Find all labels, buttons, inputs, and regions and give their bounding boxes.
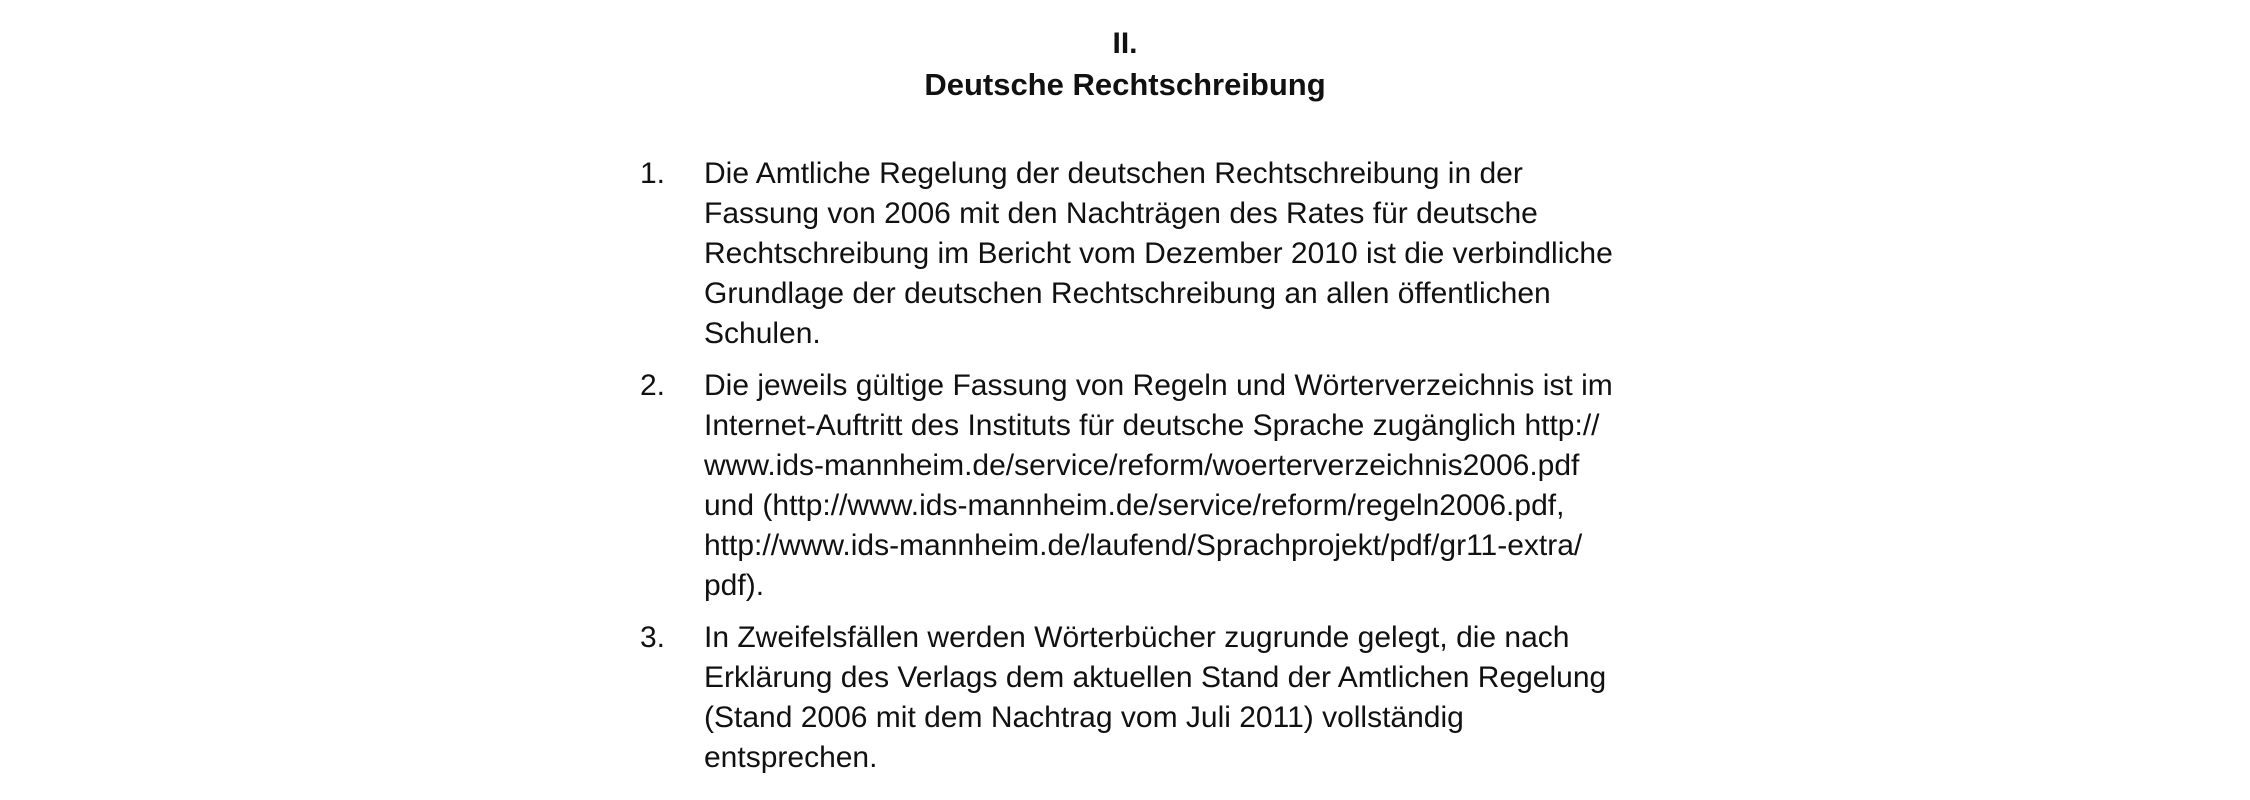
text-line: Fassung von 2006 mit den Nachträgen des Rates für deutsche xyxy=(704,197,1538,230)
list-item-text xyxy=(704,618,1660,778)
text-line: Rechtschreibung im Bericht vom Dezember 2010 ist die verbindliche xyxy=(704,237,1613,270)
numbered-list xyxy=(640,154,1660,790)
text-line: pdf). xyxy=(704,569,765,602)
section-title: Deutsche Rechtschreibung xyxy=(924,67,1326,102)
list-item-text xyxy=(704,366,1660,606)
text-line: Schulen. xyxy=(704,317,821,350)
text-line: http://www.ids-mannheim.de/laufend/Sprachprojekt/pdf/gr11-extra/ xyxy=(704,529,1583,562)
section-number: II. xyxy=(1112,27,1138,60)
list-item-number: 3. xyxy=(640,621,666,654)
text-line: Die Amtliche Regelung der deutschen Rechtschreibung in der xyxy=(704,157,1523,190)
list-item xyxy=(640,618,1660,778)
text-line: Grundlage der deutschen Rechtschreibung an allen öffentlichen xyxy=(704,277,1551,310)
text-line: Erklärung des Verlags dem aktuellen Stand der Amtlichen Regelung xyxy=(704,661,1607,694)
text-line: Internet-Auftritt des Instituts für deutsche Sprache zugänglich http:// xyxy=(704,409,1600,442)
list-item-number: 1. xyxy=(640,157,666,190)
text-line: und (http://www.ids-mannheim.de/service/reform/regeln2006.pdf, xyxy=(704,489,1565,522)
text-line: (Stand 2006 mit dem Nachtrag vom Juli 2011) vollständig xyxy=(704,701,1464,734)
list-item-text xyxy=(704,154,1660,354)
list-item-number: 2. xyxy=(640,369,666,402)
text-line: Die jeweils gültige Fassung von Regeln und Wörterverzeichnis ist im xyxy=(704,369,1613,402)
text-line: entsprechen. xyxy=(704,741,878,774)
list-item xyxy=(640,154,1660,354)
list-item xyxy=(640,366,1660,606)
text-line: In Zweifelsfällen werden Wörterbücher zugrunde gelegt, die nach xyxy=(704,621,1570,654)
text-line: www.ids-mannheim.de/service/reform/woerterverzeichnis2006.pdf xyxy=(704,449,1580,482)
